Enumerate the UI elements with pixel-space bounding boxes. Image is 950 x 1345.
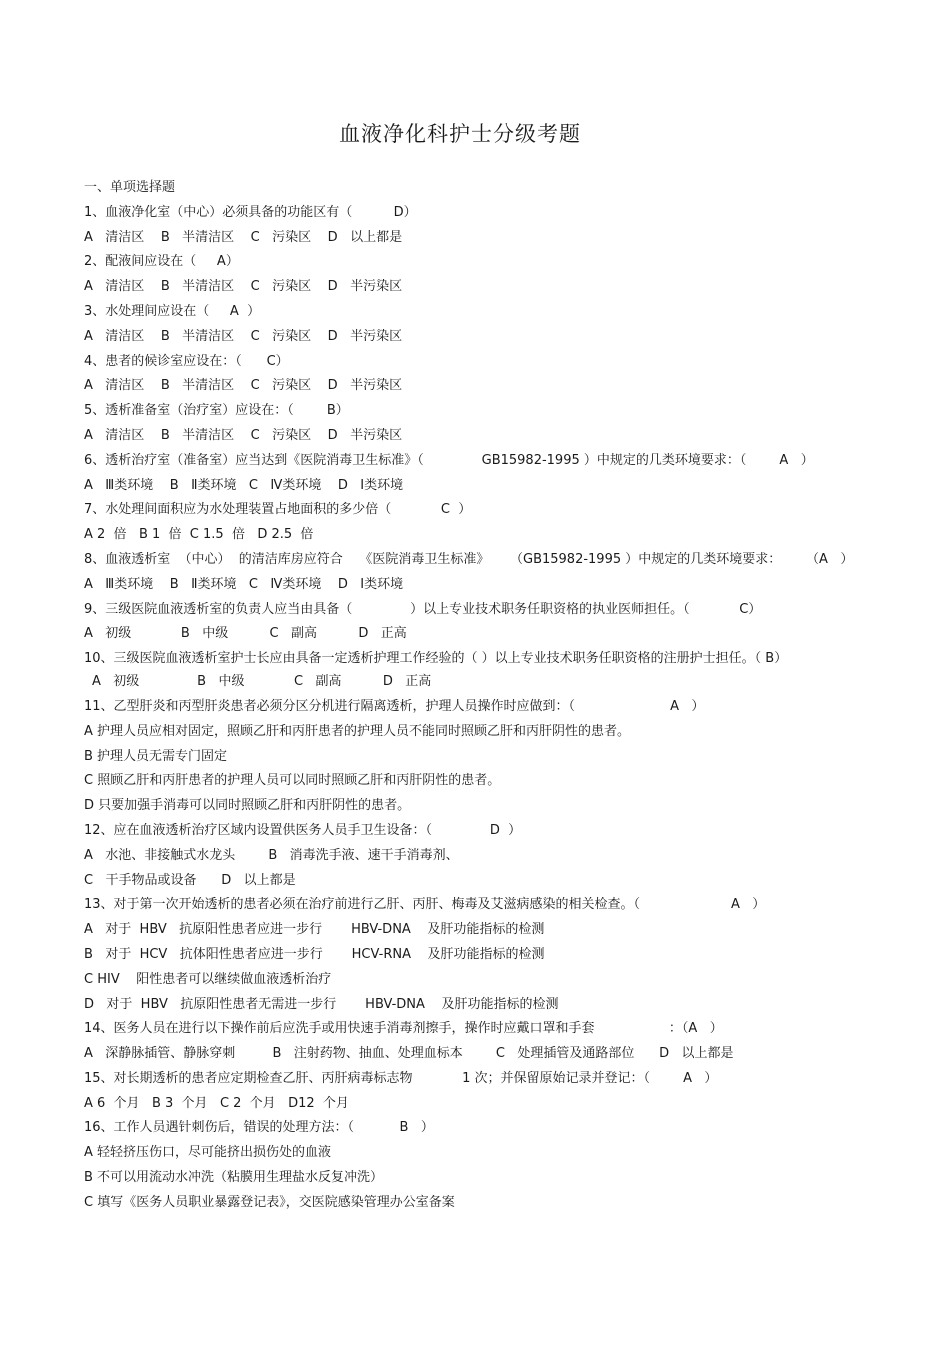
text-line: 4、患者的候诊室应设在：（ C） xyxy=(84,353,289,369)
section-heading: 一、单项选择题 xyxy=(84,180,176,195)
text-line: C 干手物品或设备 D 以上都是 xyxy=(84,872,296,888)
text-line: A 初级 B 中级 C 副高 D 正高 xyxy=(92,674,432,690)
text-line: 5、透析准备室（治疗室）应设在：（ B） xyxy=(84,403,349,419)
text-line: A 对于 HBV 抗原阳性患者应进一步行 HBV-DNA 及肝功能指标的检测 xyxy=(84,922,545,938)
document-body xyxy=(84,176,884,1216)
text-line: 8、血液透析室 （中心） 的清洁库房应符合 《医院消毒卫生标准》 （GB15982-1995 ）中规定的几类环境要求： （A ） xyxy=(84,551,854,567)
text-line: 13、对于第一次开始透析的患者必须在治疗前进行乙肝、丙肝、梅毒及艾滋病感染的相关检查。（ A ） xyxy=(84,897,766,913)
text-line: A 清洁区 B 半清洁区 C 污染区 D 半污染区 xyxy=(84,328,403,344)
text-line: 6、透析治疗室（准备室）应当达到《医院消毒卫生标准》（ GB15982-1995 ）中规定的几类环境要求：（ A ） xyxy=(84,452,814,468)
text-line: A 轻轻挤压伤口，尽可能挤出损伤处的血液 xyxy=(84,1145,332,1161)
question-10: 10、三级医院血液透析室护士长应由具备一定透析护理工作经验的（ ）以上专业技术职务任职资格的注册护士担任。（ B） xyxy=(84,651,788,667)
text-line: A 清洁区 B 半清洁区 C 污染区 D 半污染区 xyxy=(84,427,403,443)
text-line: A 深静脉插管、静脉穿刺 B 注射药物、抽血、处理血标本 C 处理插管及通路部位 D 以上都是 xyxy=(84,1046,734,1062)
text-line: A 清洁区 B 半清洁区 C 污染区 D 以上都是 xyxy=(84,229,403,245)
text-line: A 清洁区 B 半清洁区 C 污染区 D 半污染区 xyxy=(84,378,403,394)
text-line: D 对于 HBV 抗原阳性患者无需进一步行 HBV-DNA 及肝功能指标的检测 xyxy=(84,996,559,1012)
text-line: C 填写《医务人员职业暴露登记表》，交医院感染管理办公室备案 xyxy=(84,1194,455,1210)
text-line: B 对于 HCV 抗体阳性患者应进一步行 HCV-RNA 及肝功能指标的检测 xyxy=(84,946,545,962)
text-line: 16、工作人员遇针刺伤后，错误的处理方法：（ B ） xyxy=(84,1120,434,1136)
document-title: 血液净化科护士分级考题 xyxy=(339,122,581,146)
text-line: A 清洁区 B 半清洁区 C 污染区 D 半污染区 xyxy=(84,279,403,295)
text-line: 9、三级医院血液透析室的负责人应当由具备（ ）以上专业技术职务任职资格的执业医师担任。（ C） xyxy=(84,601,762,617)
text-line: C HIV 阳性患者可以继续做血液透析治疗 xyxy=(84,971,332,987)
text-line: A 护理人员应相对固定，照顾乙肝和丙肝患者的护理人员不能同时照顾乙肝和丙肝阴性的患者。 xyxy=(84,723,631,739)
text-line: 7、水处理间面积应为水处理装置占地面积的多少倍（ C ） xyxy=(84,502,472,518)
text-line: 1、血液净化室（中心）必须具备的功能区有（ D） xyxy=(84,204,417,220)
text-line: 11、乙型肝炎和丙型肝炎患者必须分区分机进行隔离透析，护理人员操作时应做到：（ A ） xyxy=(84,698,705,714)
question-block-10-16 xyxy=(84,670,884,1216)
text-line: A 2 倍 B 1 倍 C 1.5 倍 D 2.5 倍 xyxy=(84,527,314,543)
text-line: A Ⅲ类环境 B Ⅱ类环境 C Ⅳ类环境 D Ⅰ类环境 xyxy=(84,576,404,592)
text-line: 14、医务人员在进行以下操作前后应洗手或用快速手消毒剂擦手，操作时应戴口罩和手套 ：（A ） xyxy=(84,1021,723,1037)
text-line: A 初级 B 中级 C 副高 D 正高 xyxy=(84,626,407,642)
text-line: C 照顾乙肝和丙肝患者的护理人员可以同时照顾乙肝和丙肝阴性的患者。 xyxy=(84,773,501,789)
text-line: B 不可以用流动水冲洗（粘膜用生理盐水反复冲洗） xyxy=(84,1170,384,1186)
text-line: 2、配液间应设在（ A） xyxy=(84,254,239,270)
text-line: A Ⅲ类环境 B Ⅱ类环境 C Ⅳ类环境 D Ⅰ类环境 xyxy=(84,477,404,493)
text-line: 15、对长期透析的患者应定期检查乙肝、丙肝病毒标志物 1 次；并保留原始记录并登记：（ A ） xyxy=(84,1070,718,1086)
text-line: B 护理人员无需专门固定 xyxy=(84,748,228,764)
text-line: 3、水处理间应设在（ A ） xyxy=(84,303,261,319)
text-line: 12、应在血液透析治疗区域内设置供医务人员手卫生设备：（ D ） xyxy=(84,822,522,838)
question-block-1-9 xyxy=(84,201,884,647)
text-line: A 水池、非接触式水龙头 B 消毒洗手液、速干手消毒剂、 xyxy=(84,847,459,863)
text-line: A 6 个月 B 3 个月 C 2 个月 D12 个月 xyxy=(84,1095,349,1111)
text-line: D 只要加强手消毒可以同时照顾乙肝和丙肝阴性的患者。 xyxy=(84,798,411,814)
